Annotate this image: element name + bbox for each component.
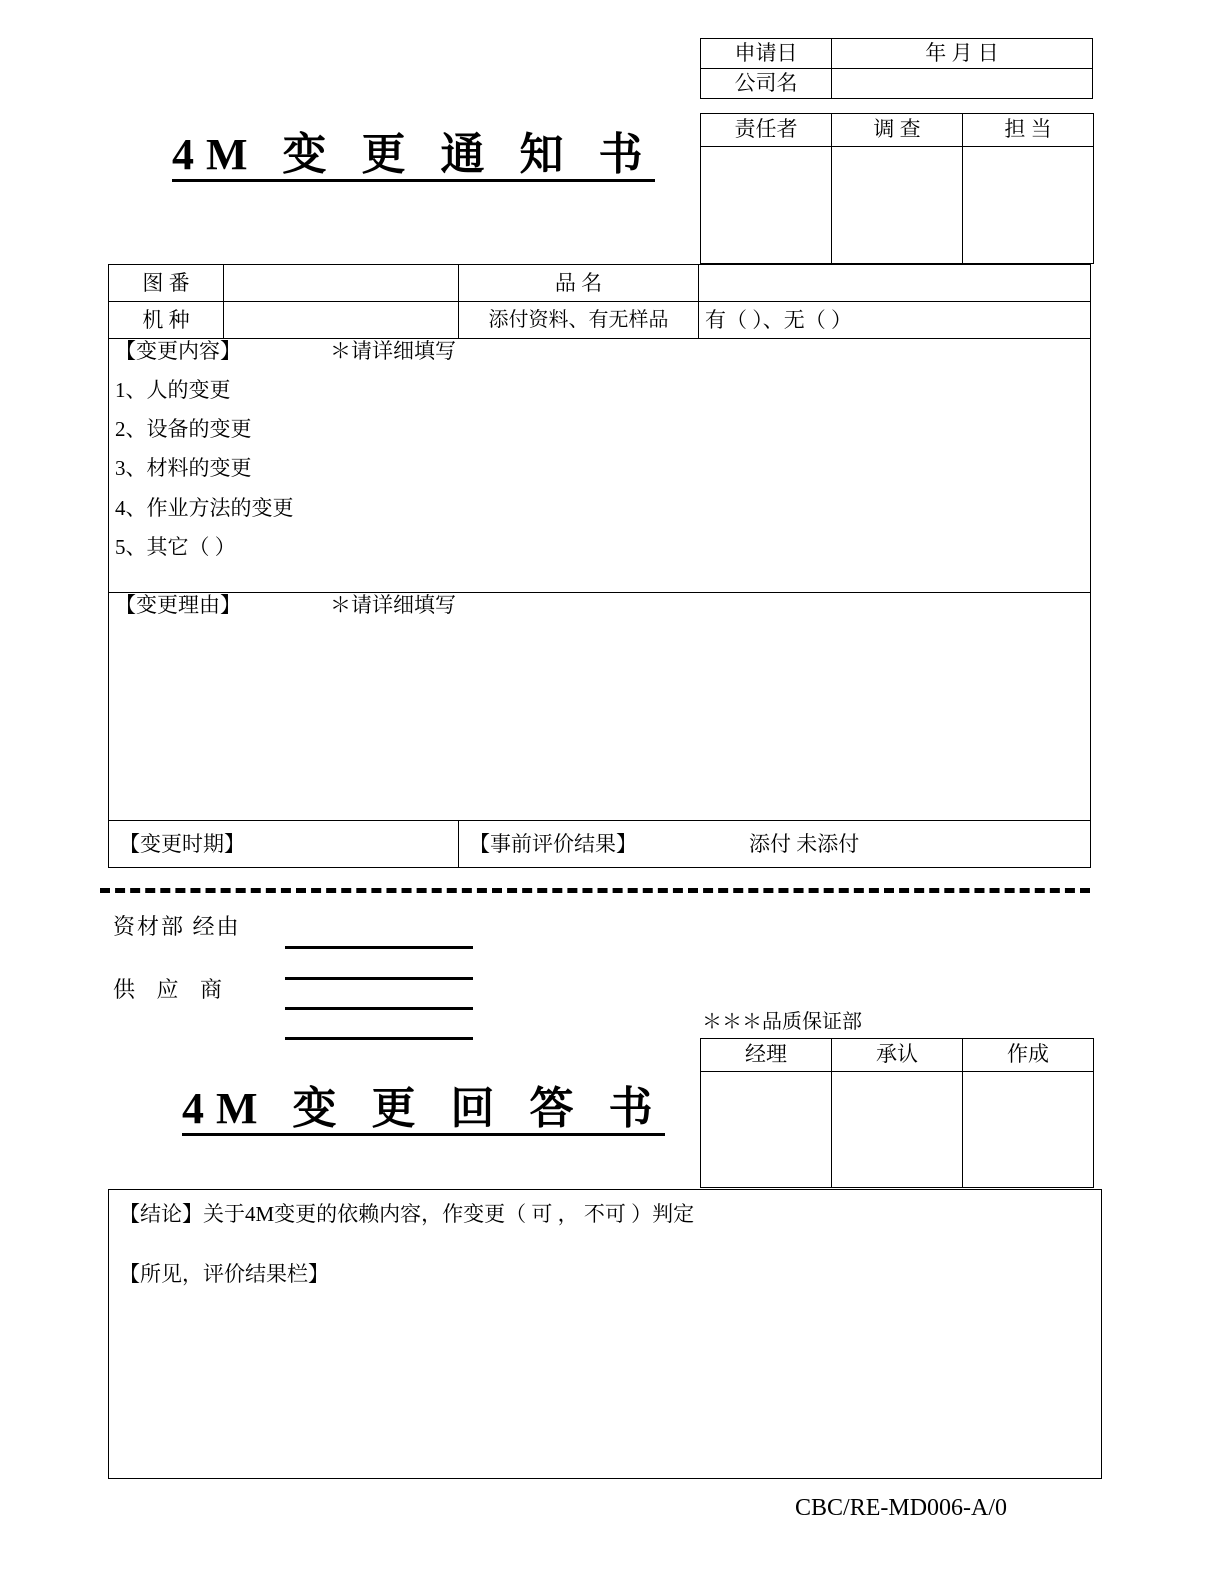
table-row	[701, 39, 1093, 69]
change-reason-cell[interactable]	[109, 593, 1091, 821]
charge-value[interactable]	[963, 147, 1094, 264]
approval-signature-table	[700, 113, 1094, 264]
change-reason-heading: 【变更理由】	[115, 593, 241, 617]
product-name-value[interactable]	[699, 265, 1091, 302]
notice-main-table	[108, 264, 1091, 868]
signature-line-1[interactable]	[285, 946, 473, 949]
manager-label: 经理	[701, 1039, 832, 1072]
supplier-label: 供 应 商	[113, 977, 231, 1002]
table-row	[109, 339, 1091, 593]
application-date-label: 申请日	[701, 39, 832, 69]
conclusion-box[interactable]	[108, 1189, 1102, 1479]
change-content-item-4: 4、作业方法的变更	[115, 495, 294, 520]
company-name-value[interactable]	[832, 69, 1093, 99]
investigation-label: 调 查	[832, 114, 963, 147]
model-value[interactable]	[224, 302, 459, 339]
signature-line-2[interactable]	[285, 977, 473, 980]
table-row	[701, 1039, 1094, 1072]
table-row	[109, 302, 1091, 339]
evaluation-result-label: 【事前评价结果】	[469, 831, 637, 856]
table-row	[701, 1072, 1094, 1188]
attachment-label: 添付资料、有无样品	[459, 302, 699, 339]
applicant-header-table	[700, 38, 1093, 99]
manager-value[interactable]	[701, 1072, 832, 1188]
product-name-label: 品 名	[459, 265, 699, 302]
evaluation-result-options[interactable]: 添付 未添付	[749, 831, 860, 856]
table-row	[701, 69, 1093, 99]
page-title-reply: 4M 变 更 回 答 书	[182, 1087, 665, 1136]
document-code: CBC/RE-MD006-A/0	[795, 1495, 1008, 1521]
drawing-no-label: 图 番	[109, 265, 224, 302]
conclusion-line-2: 【所见，评价结果栏】	[119, 1262, 329, 1287]
attachment-value[interactable]: 有（ ）、无（ ）	[699, 302, 1091, 339]
charge-label: 担 当	[963, 114, 1094, 147]
table-row	[109, 821, 1091, 868]
change-content-item-5: 5、其它（ ）	[115, 534, 236, 559]
signature-line-4[interactable]	[285, 1037, 473, 1040]
investigation-value[interactable]	[832, 147, 963, 264]
material-dept-label: 资材部 经由	[113, 914, 241, 939]
qa-signature-table	[700, 1038, 1094, 1188]
table-row	[109, 593, 1091, 821]
change-reason-header	[115, 593, 1084, 617]
change-content-heading: 【变更内容】	[115, 339, 241, 363]
model-label: 机 种	[109, 302, 224, 339]
approval-value[interactable]	[832, 1072, 963, 1188]
change-reason-hint: ＊请详细填写	[330, 593, 456, 617]
change-content-item-3: 3、材料的变更	[115, 456, 252, 481]
application-date-value[interactable]: 年 月 日	[832, 39, 1093, 69]
table-row	[701, 147, 1094, 264]
page-title-notice: 4M 变 更 通 知 书	[172, 133, 655, 182]
change-content-cell[interactable]	[109, 339, 1091, 593]
responsible-label: 责任者	[701, 114, 832, 147]
table-row	[701, 114, 1094, 147]
tear-off-separator	[100, 888, 1090, 893]
change-content-item-1: 1、人的变更	[115, 378, 231, 403]
qa-dept-label: ＊＊＊品质保证部	[702, 1011, 862, 1033]
table-row	[109, 265, 1091, 302]
change-content-hint: ＊请详细填写	[330, 339, 456, 363]
company-name-label: 公司名	[701, 69, 832, 99]
responsible-value[interactable]	[701, 147, 832, 264]
change-content-item-2: 2、设备的变更	[115, 417, 252, 442]
drawing-no-value[interactable]	[224, 265, 459, 302]
prepared-value[interactable]	[963, 1072, 1094, 1188]
evaluation-result-cell[interactable]	[459, 821, 1091, 868]
change-content-header	[115, 339, 1084, 363]
approval-label: 承认	[832, 1039, 963, 1072]
change-period-label[interactable]: 【变更时期】	[109, 821, 459, 868]
conclusion-line-1: 【结论】关于4M变更的依赖内容，作变更（ 可 ， 不可 ）判定	[119, 1202, 695, 1226]
prepared-label: 作成	[963, 1039, 1094, 1072]
signature-line-3[interactable]	[285, 1007, 473, 1010]
